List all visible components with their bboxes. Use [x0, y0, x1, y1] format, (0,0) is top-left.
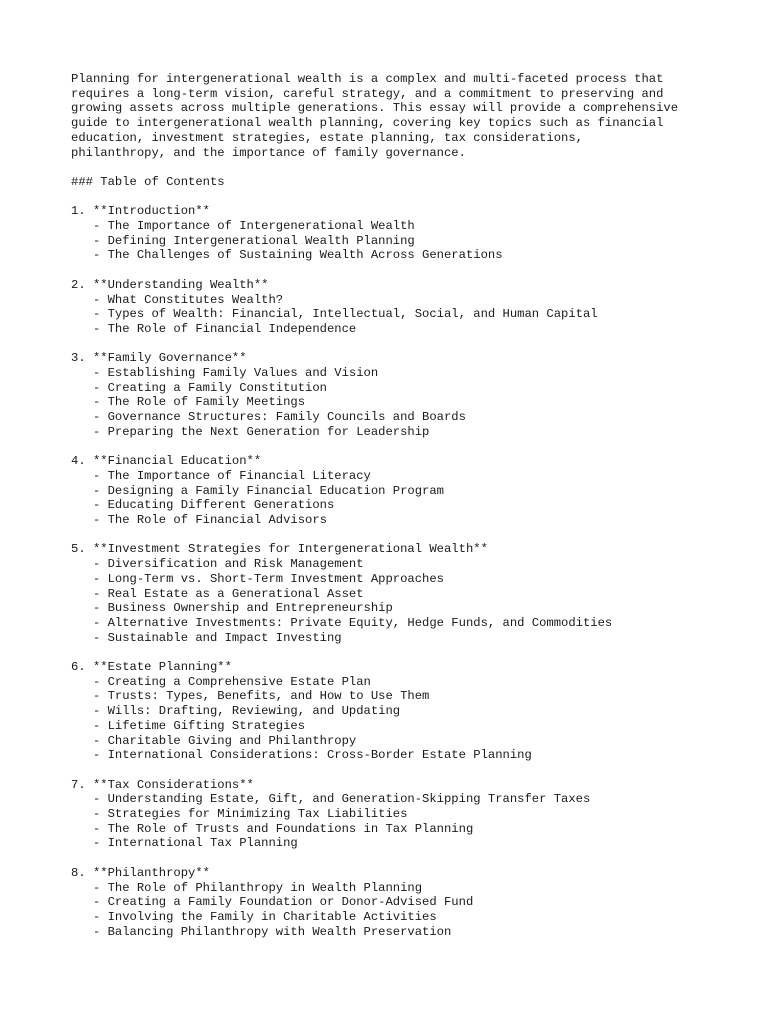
list-item: - Types of Wealth: Financial, Intellectual, Social, and Human Capital — [71, 307, 598, 322]
intro-line: growing assets across multiple generations. This essay will provide a comprehensive — [71, 101, 679, 116]
list-item: - Trusts: Types, Benefits, and How to Use Them — [71, 689, 430, 704]
section-title: 8. **Philanthropy** — [71, 865, 210, 880]
list-item: - Establishing Family Values and Vision — [71, 366, 379, 380]
list-item: - Business Ownership and Entrepreneurship — [71, 601, 393, 616]
list-item: - Designing a Family Financial Education Program — [71, 483, 444, 498]
list-item: - Charitable Giving and Philanthropy — [71, 733, 357, 748]
list-item: - Wills: Drafting, Reviewing, and Updating — [71, 704, 401, 719]
list-item: - Sustainable and Impact Investing — [71, 630, 342, 645]
intro-line: requires a long-term vision, careful strategy, and a commitment to preserving and — [71, 86, 664, 101]
document-page — [71, 72, 751, 939]
list-item: - What Constitutes Wealth? — [71, 292, 284, 307]
blank-line — [71, 440, 751, 455]
blank-line — [71, 190, 751, 205]
toc-section — [71, 351, 751, 439]
section-title: 1. **Introduction** — [71, 204, 210, 219]
list-item: - Diversification and Risk Management — [71, 557, 364, 572]
list-item: - Preparing the Next Generation for Leadership — [71, 424, 430, 439]
intro-line: Planning for intergenerational wealth is a complex and multi-faceted process that — [71, 72, 664, 86]
section-title: 6. **Estate Planning** — [71, 660, 232, 675]
section-title: 5. **Investment Strategies for Intergenerational Wealth** — [71, 542, 488, 557]
toc-section — [71, 542, 751, 645]
toc-section — [71, 778, 751, 852]
list-item: - Long-Term vs. Short-Term Investment Approaches — [71, 571, 444, 586]
list-item: - Alternative Investments: Private Equity, Hedge Funds, and Commodities — [71, 615, 613, 630]
toc-section — [71, 660, 751, 763]
section-title: 2. **Understanding Wealth** — [71, 277, 269, 292]
blank-line — [71, 645, 751, 660]
list-item: - The Role of Family Meetings — [71, 395, 306, 410]
list-item: - The Role of Trusts and Foundations in Tax Planning — [71, 821, 474, 836]
intro-line: guide to intergenerational wealth planning, covering key topics such as financial — [71, 116, 664, 131]
section-title: 7. **Tax Considerations** — [71, 777, 254, 792]
intro-paragraph — [71, 72, 751, 160]
list-item: - Defining Intergenerational Wealth Planning — [71, 233, 415, 248]
blank-line — [71, 528, 751, 543]
toc-section — [71, 866, 751, 940]
toc-heading: ### Table of Contents — [71, 174, 225, 189]
blank-line — [71, 160, 751, 175]
list-item: - Creating a Comprehensive Estate Plan — [71, 674, 371, 689]
list-item: - Governance Structures: Family Councils and Boards — [71, 410, 466, 425]
list-item: - Lifetime Gifting Strategies — [71, 718, 306, 733]
list-item: - The Role of Philanthropy in Wealth Planning — [71, 880, 423, 895]
toc-section — [71, 454, 751, 528]
blank-line — [71, 337, 751, 352]
list-item: - Balancing Philanthropy with Wealth Preservation — [71, 924, 452, 939]
list-item: - The Importance of Intergenerational Wealth — [71, 219, 415, 233]
list-item: - Understanding Estate, Gift, and Generation-Skipping Transfer Taxes — [71, 792, 591, 807]
intro-line: philanthropy, and the importance of family governance. — [71, 145, 466, 160]
blank-line — [71, 851, 751, 866]
list-item: - International Tax Planning — [71, 836, 298, 851]
list-item: - Creating a Family Constitution — [71, 380, 327, 395]
toc-section — [71, 278, 751, 337]
blank-line — [71, 263, 751, 278]
list-item: - The Role of Financial Independence — [71, 321, 357, 336]
list-item: - International Considerations: Cross-Border Estate Planning — [71, 748, 532, 763]
blank-line — [71, 763, 751, 778]
intro-line: education, investment strategies, estate planning, tax considerations, — [71, 130, 583, 145]
list-item: - Involving the Family in Charitable Activities — [71, 909, 437, 924]
list-item: - Creating a Family Foundation or Donor-Advised Fund — [71, 895, 474, 910]
list-item: - The Challenges of Sustaining Wealth Across Generations — [71, 248, 503, 263]
toc-section — [71, 204, 751, 263]
list-item: - The Importance of Financial Literacy — [71, 468, 371, 483]
section-title: 3. **Family Governance** — [71, 351, 247, 366]
list-item: - Strategies for Minimizing Tax Liabilities — [71, 807, 408, 822]
section-title: 4. **Financial Education** — [71, 454, 262, 469]
list-item: - The Role of Financial Advisors — [71, 513, 327, 528]
list-item: - Real Estate as a Generational Asset — [71, 586, 364, 601]
list-item: - Educating Different Generations — [71, 498, 335, 513]
